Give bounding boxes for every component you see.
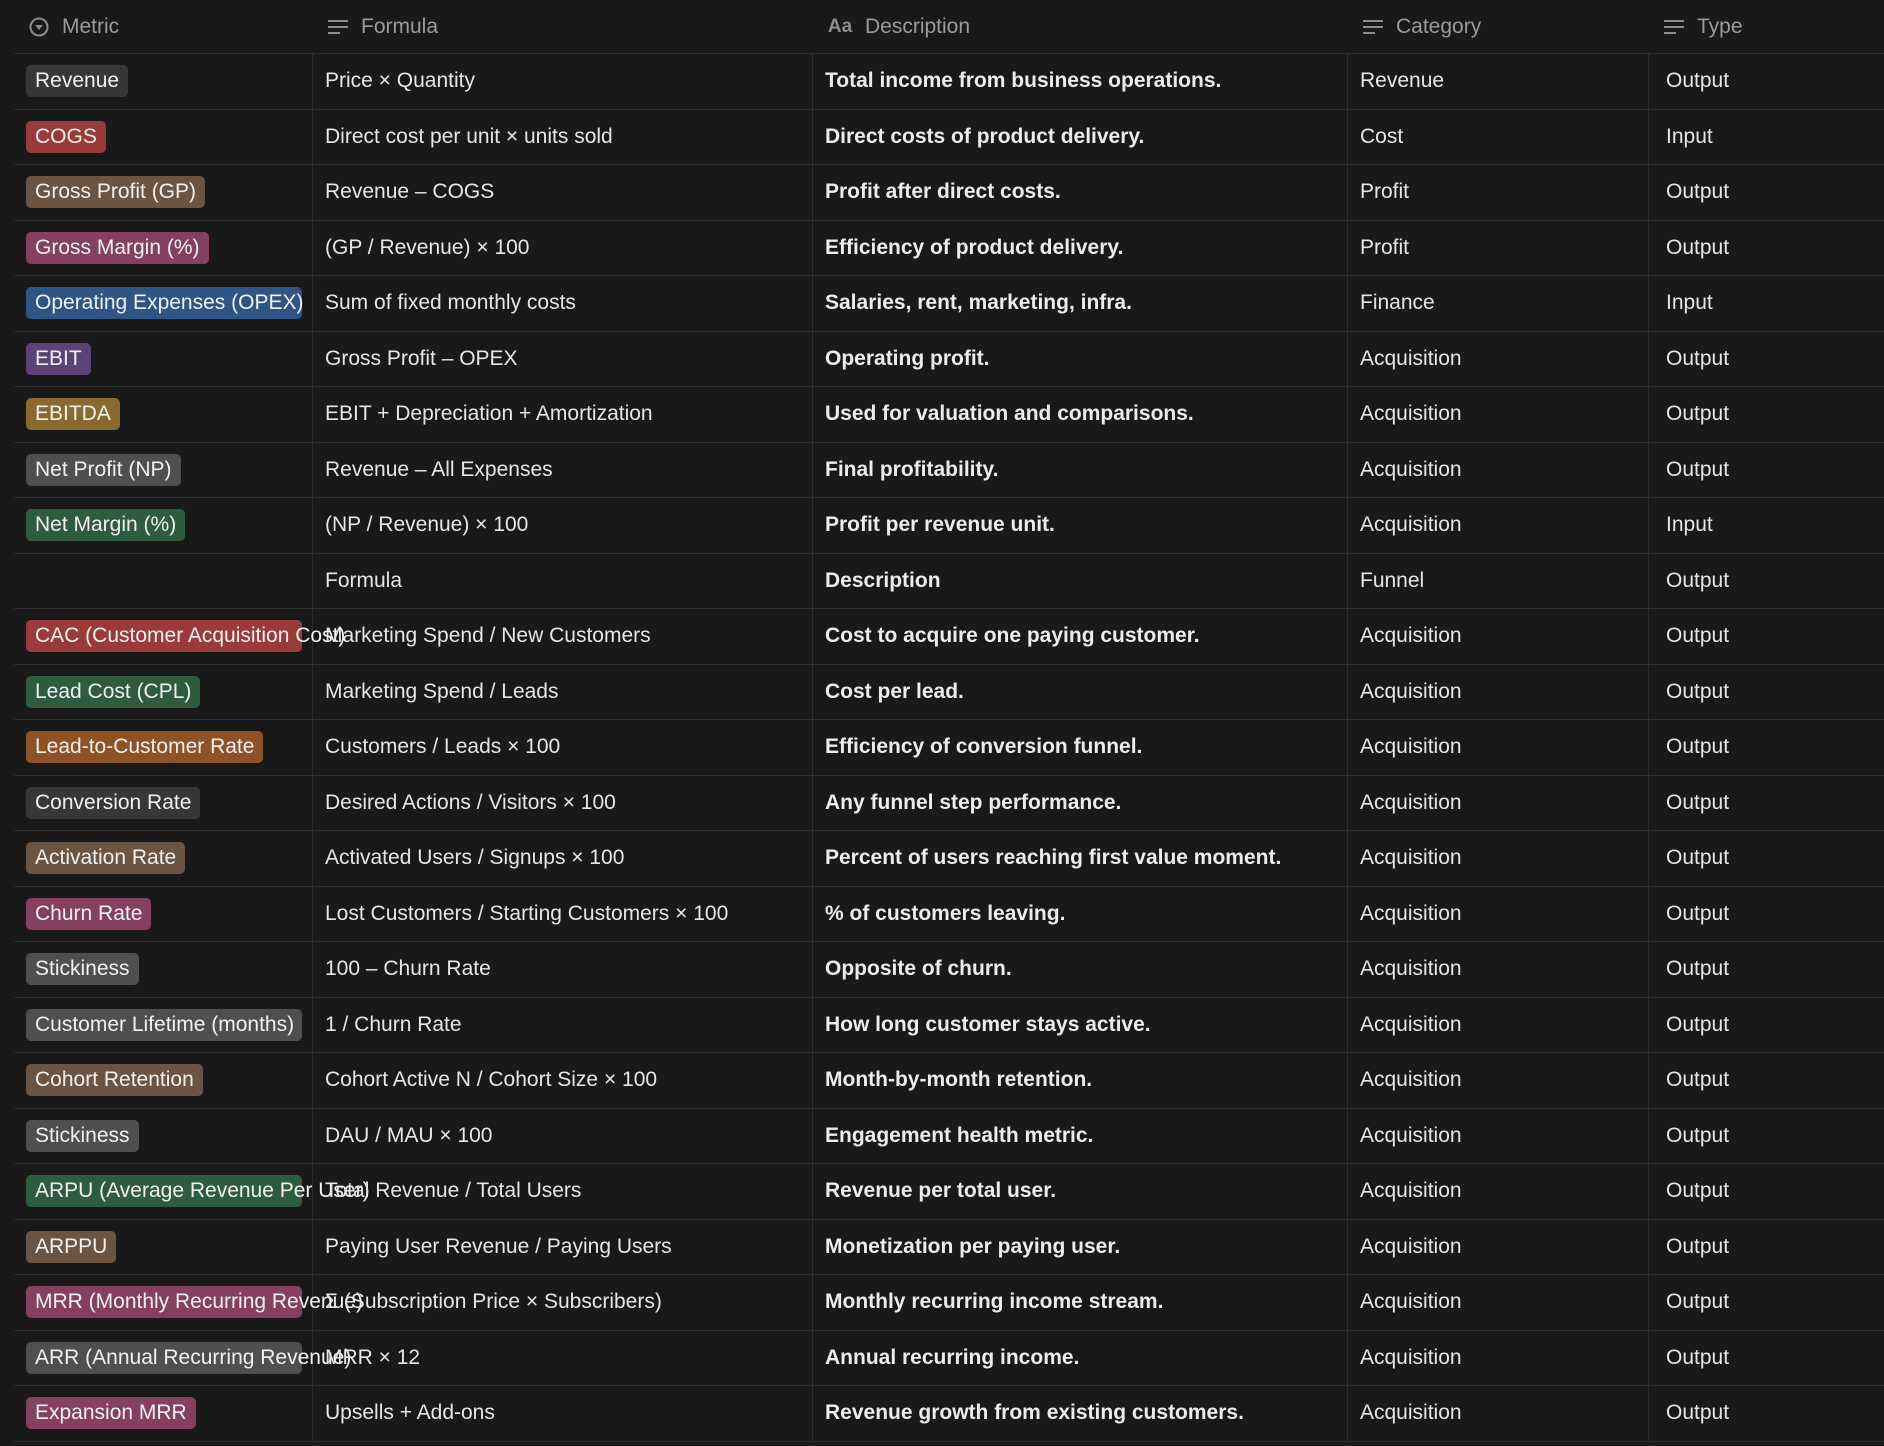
table-row[interactable]: [14, 720, 1884, 776]
formula-cell[interactable]: MRR × 12: [313, 1331, 813, 1386]
column-header-formula[interactable]: [313, 0, 813, 53]
description-cell[interactable]: Month-by-month retention.: [813, 1053, 1348, 1108]
formula-cell[interactable]: Total Revenue / Total Users: [313, 1164, 813, 1219]
type-cell[interactable]: Output: [1666, 624, 1730, 648]
column-header-category[interactable]: [1348, 0, 1649, 53]
type-cell[interactable]: Input: [1666, 124, 1713, 148]
table-row[interactable]: [14, 887, 1884, 943]
metric-tag[interactable]: Stickiness: [26, 1120, 139, 1152]
description-cell[interactable]: Profit per revenue unit.: [813, 498, 1348, 553]
formula-cell[interactable]: Marketing Spend / Leads: [313, 665, 813, 720]
formula-cell[interactable]: Upsells + Add-ons: [313, 1386, 813, 1441]
table-row[interactable]: [14, 942, 1884, 998]
description-cell[interactable]: Cost per lead.: [813, 665, 1348, 720]
type-cell[interactable]: Output: [1666, 679, 1730, 703]
formula-cell[interactable]: Cohort Active N / Cohort Size × 100: [313, 1053, 813, 1108]
metric-tag[interactable]: Cohort Retention: [26, 1064, 203, 1096]
description-cell[interactable]: Engagement health metric.: [813, 1109, 1348, 1164]
metric-tag[interactable]: COGS: [26, 121, 106, 153]
description-cell[interactable]: Final profitability.: [813, 443, 1348, 498]
type-cell[interactable]: Output: [1666, 180, 1730, 204]
category-cell[interactable]: Funnel: [1348, 554, 1649, 609]
description-cell[interactable]: Cost to acquire one paying customer.: [813, 609, 1348, 664]
description-cell[interactable]: Any funnel step performance.: [813, 776, 1348, 831]
category-cell[interactable]: Finance: [1348, 276, 1649, 331]
type-cell[interactable]: Output: [1666, 846, 1730, 870]
table-row[interactable]: [14, 665, 1884, 721]
metric-cell[interactable]: [14, 1386, 313, 1441]
category-cell[interactable]: Acquisition: [1348, 609, 1649, 664]
metric-tag[interactable]: Churn Rate: [26, 898, 151, 930]
category-cell[interactable]: Cost: [1348, 110, 1649, 165]
metric-cell[interactable]: [14, 776, 313, 831]
category-cell[interactable]: Acquisition: [1348, 665, 1649, 720]
metric-cell[interactable]: [14, 221, 313, 276]
table-row[interactable]: [14, 609, 1884, 665]
type-cell[interactable]: Input: [1666, 513, 1713, 537]
metrics-table: [14, 0, 1884, 1442]
metric-cell[interactable]: [14, 1053, 313, 1108]
metric-tag[interactable]: Expansion MRR: [26, 1397, 196, 1429]
type-cell[interactable]: Input: [1666, 291, 1713, 315]
formula-cell[interactable]: Gross Profit – OPEX: [313, 332, 813, 387]
formula-cell[interactable]: Marketing Spend / New Customers: [313, 609, 813, 664]
metric-cell[interactable]: [14, 110, 313, 165]
category-cell[interactable]: Acquisition: [1348, 942, 1649, 997]
metric-cell[interactable]: [14, 1109, 313, 1164]
metric-tag[interactable]: Customer Lifetime (months): [26, 1009, 302, 1041]
metric-tag[interactable]: Activation Rate: [26, 842, 185, 874]
text-lines-icon: [325, 14, 351, 40]
column-header-type[interactable]: [1649, 0, 1884, 53]
column-header-description[interactable]: [813, 0, 1348, 53]
table-row[interactable]: [14, 54, 1884, 110]
metric-cell[interactable]: [14, 665, 313, 720]
category-cell[interactable]: Acquisition: [1348, 1331, 1649, 1386]
formula-cell[interactable]: Customers / Leads × 100: [313, 720, 813, 775]
table-row[interactable]: [14, 776, 1884, 832]
description-cell[interactable]: Operating profit.: [813, 332, 1348, 387]
type-cell[interactable]: Output: [1666, 957, 1730, 981]
category-cell[interactable]: Acquisition: [1348, 720, 1649, 775]
metric-cell[interactable]: [14, 998, 313, 1053]
type-cell[interactable]: Output: [1666, 1290, 1730, 1314]
table-row[interactable]: [14, 1053, 1884, 1109]
table-row[interactable]: [14, 831, 1884, 887]
category-cell[interactable]: Acquisition: [1348, 387, 1649, 442]
type-cell[interactable]: Output: [1666, 568, 1730, 592]
metric-tag[interactable]: ARPU (Average Revenue Per User): [26, 1175, 302, 1207]
type-cell[interactable]: Output: [1666, 1234, 1730, 1258]
type-cell[interactable]: Output: [1666, 402, 1730, 426]
category-cell[interactable]: Acquisition: [1348, 1053, 1649, 1108]
category-cell[interactable]: Acquisition: [1348, 776, 1649, 831]
formula-cell[interactable]: 100 – Churn Rate: [313, 942, 813, 997]
formula-cell[interactable]: EBIT + Depreciation + Amortization: [313, 387, 813, 442]
column-header-label: Type: [1697, 14, 1743, 38]
category-cell[interactable]: Profit: [1348, 165, 1649, 220]
formula-cell[interactable]: Desired Actions / Visitors × 100: [313, 776, 813, 831]
metric-tag[interactable]: Conversion Rate: [26, 787, 200, 819]
column-header-label: Category: [1396, 14, 1482, 38]
description-cell[interactable]: Salaries, rent, marketing, infra.: [813, 276, 1348, 331]
formula-cell[interactable]: Paying User Revenue / Paying Users: [313, 1220, 813, 1275]
description-cell[interactable]: Efficiency of conversion funnel.: [813, 720, 1348, 775]
table-row[interactable]: [14, 554, 1884, 610]
status-icon: [26, 14, 52, 40]
type-cell[interactable]: Output: [1666, 1068, 1730, 1092]
metric-cell[interactable]: [14, 165, 313, 220]
column-header-label: Metric: [62, 14, 120, 38]
type-cell[interactable]: Output: [1666, 346, 1730, 370]
type-cell[interactable]: Output: [1666, 1123, 1730, 1147]
description-cell[interactable]: Direct costs of product delivery.: [813, 110, 1348, 165]
formula-cell[interactable]: Σ (Subscription Price × Subscribers): [313, 1275, 813, 1330]
metric-cell[interactable]: [14, 887, 313, 942]
metric-tag[interactable]: Net Margin (%): [26, 509, 185, 541]
description-cell[interactable]: Profit after direct costs.: [813, 165, 1348, 220]
formula-cell[interactable]: Formula: [313, 554, 813, 609]
metric-tag[interactable]: Net Profit (NP): [26, 454, 181, 486]
formula-cell[interactable]: (NP / Revenue) × 100: [313, 498, 813, 553]
table-header: [14, 0, 1884, 54]
category-cell[interactable]: Acquisition: [1348, 831, 1649, 886]
description-cell[interactable]: Monetization per paying user.: [813, 1220, 1348, 1275]
metric-tag[interactable]: Lead-to-Customer Rate: [26, 731, 263, 763]
table-row[interactable]: [14, 387, 1884, 443]
metric-tag[interactable]: Stickiness: [26, 953, 139, 985]
table-row[interactable]: [14, 1331, 1884, 1387]
type-cell[interactable]: Output: [1666, 1179, 1730, 1203]
type-cell[interactable]: Output: [1666, 235, 1730, 259]
metric-tag[interactable]: Gross Profit (GP): [26, 176, 205, 208]
metric-cell[interactable]: [14, 387, 313, 442]
metric-cell[interactable]: [14, 1220, 313, 1275]
description-cell[interactable]: How long customer stays active.: [813, 998, 1348, 1053]
metric-tag[interactable]: Gross Margin (%): [26, 232, 209, 264]
text-lines-icon: [1661, 14, 1687, 40]
category-cell[interactable]: Acquisition: [1348, 1275, 1649, 1330]
metric-cell[interactable]: [14, 443, 313, 498]
category-cell[interactable]: Acquisition: [1348, 998, 1649, 1053]
type-cell[interactable]: Output: [1666, 901, 1730, 925]
table-row[interactable]: [14, 332, 1884, 388]
type-cell[interactable]: Output: [1666, 69, 1730, 93]
description-cell[interactable]: Used for valuation and comparisons.: [813, 387, 1348, 442]
metric-cell[interactable]: [14, 498, 313, 553]
metric-cell[interactable]: [14, 609, 346, 664]
table-row[interactable]: [14, 165, 1884, 221]
metric-cell[interactable]: [14, 1331, 352, 1386]
description-cell[interactable]: Revenue per total user.: [813, 1164, 1348, 1219]
metric-cell[interactable]: [14, 720, 313, 775]
formula-cell[interactable]: Lost Customers / Starting Customers × 100: [313, 887, 813, 942]
type-cell[interactable]: Output: [1666, 735, 1730, 759]
description-cell[interactable]: Total income from business operations.: [813, 54, 1348, 109]
metric-tag[interactable]: CAC (Customer Acquisition Cost): [26, 620, 302, 652]
category-cell[interactable]: Profit: [1348, 221, 1649, 276]
description-cell[interactable]: Monthly recurring income stream.: [813, 1275, 1348, 1330]
metric-cell[interactable]: [14, 1164, 370, 1219]
formula-cell[interactable]: Direct cost per unit × units sold: [313, 110, 813, 165]
column-header-label: Description: [865, 14, 971, 38]
category-cell[interactable]: Acquisition: [1348, 1220, 1649, 1275]
metric-tag[interactable]: EBITDA: [26, 398, 120, 430]
metric-tag[interactable]: EBIT: [26, 343, 91, 375]
formula-cell[interactable]: DAU / MAU × 100: [313, 1109, 813, 1164]
description-cell[interactable]: % of customers leaving.: [813, 887, 1348, 942]
metric-tag[interactable]: MRR (Monthly Recurring Revenue): [26, 1286, 302, 1318]
column-header-label: Formula: [361, 14, 439, 38]
formula-cell[interactable]: Activated Users / Signups × 100: [313, 831, 813, 886]
type-cell[interactable]: Output: [1666, 1401, 1730, 1425]
category-cell[interactable]: Acquisition: [1348, 443, 1649, 498]
table-row[interactable]: [14, 1220, 1884, 1276]
table-row[interactable]: [14, 443, 1884, 499]
category-cell[interactable]: Revenue: [1348, 54, 1649, 109]
formula-cell[interactable]: Revenue – COGS: [313, 165, 813, 220]
metric-cell[interactable]: [14, 332, 313, 387]
metric-tag[interactable]: ARR (Annual Recurring Revenue): [26, 1342, 302, 1374]
description-cell[interactable]: Description: [813, 554, 1348, 609]
title-aa-icon: Aa: [827, 15, 853, 37]
text-lines-icon: [1360, 14, 1386, 40]
description-cell[interactable]: Percent of users reaching first value moment.: [813, 831, 1348, 886]
formula-cell[interactable]: Sum of fixed monthly costs: [313, 276, 813, 331]
table-row[interactable]: [14, 998, 1884, 1054]
metric-cell[interactable]: [14, 1275, 363, 1330]
description-cell[interactable]: Revenue growth from existing customers.: [813, 1386, 1348, 1441]
table-row[interactable]: [14, 1109, 1884, 1165]
table-row[interactable]: [14, 1386, 1884, 1442]
metric-tag[interactable]: Lead Cost (CPL): [26, 676, 200, 708]
description-cell[interactable]: Opposite of churn.: [813, 942, 1348, 997]
category-cell[interactable]: Acquisition: [1348, 1164, 1649, 1219]
description-cell[interactable]: Annual recurring income.: [813, 1331, 1348, 1386]
column-header-metric[interactable]: [14, 0, 313, 53]
metric-cell[interactable]: [14, 942, 313, 997]
metric-cell[interactable]: [14, 276, 313, 331]
table-row[interactable]: [14, 1275, 1884, 1331]
type-cell[interactable]: Output: [1666, 790, 1730, 814]
formula-cell[interactable]: Revenue – All Expenses: [313, 443, 813, 498]
table-row[interactable]: [14, 1164, 1884, 1220]
metric-cell[interactable]: [14, 831, 313, 886]
table-row[interactable]: [14, 221, 1884, 277]
metric-cell[interactable]: [14, 554, 313, 609]
table-row[interactable]: [14, 498, 1884, 554]
metric-tag[interactable]: Operating Expenses (OPEX): [26, 287, 302, 319]
category-cell[interactable]: Acquisition: [1348, 332, 1649, 387]
table-body: [14, 54, 1884, 1442]
table-row[interactable]: [14, 276, 1884, 332]
formula-cell[interactable]: Price × Quantity: [313, 54, 813, 109]
category-cell[interactable]: Acquisition: [1348, 1109, 1649, 1164]
category-cell[interactable]: Acquisition: [1348, 498, 1649, 553]
metric-cell[interactable]: [14, 54, 313, 109]
metric-tag[interactable]: Revenue: [26, 65, 128, 97]
category-cell[interactable]: Acquisition: [1348, 887, 1649, 942]
metric-tag[interactable]: ARPPU: [26, 1231, 116, 1263]
category-cell[interactable]: Acquisition: [1348, 1386, 1649, 1441]
formula-cell[interactable]: (GP / Revenue) × 100: [313, 221, 813, 276]
type-cell[interactable]: Output: [1666, 1345, 1730, 1369]
formula-cell[interactable]: 1 / Churn Rate: [313, 998, 813, 1053]
type-cell[interactable]: Output: [1666, 457, 1730, 481]
table-row[interactable]: [14, 110, 1884, 166]
description-cell[interactable]: Efficiency of product delivery.: [813, 221, 1348, 276]
type-cell[interactable]: Output: [1666, 1012, 1730, 1036]
